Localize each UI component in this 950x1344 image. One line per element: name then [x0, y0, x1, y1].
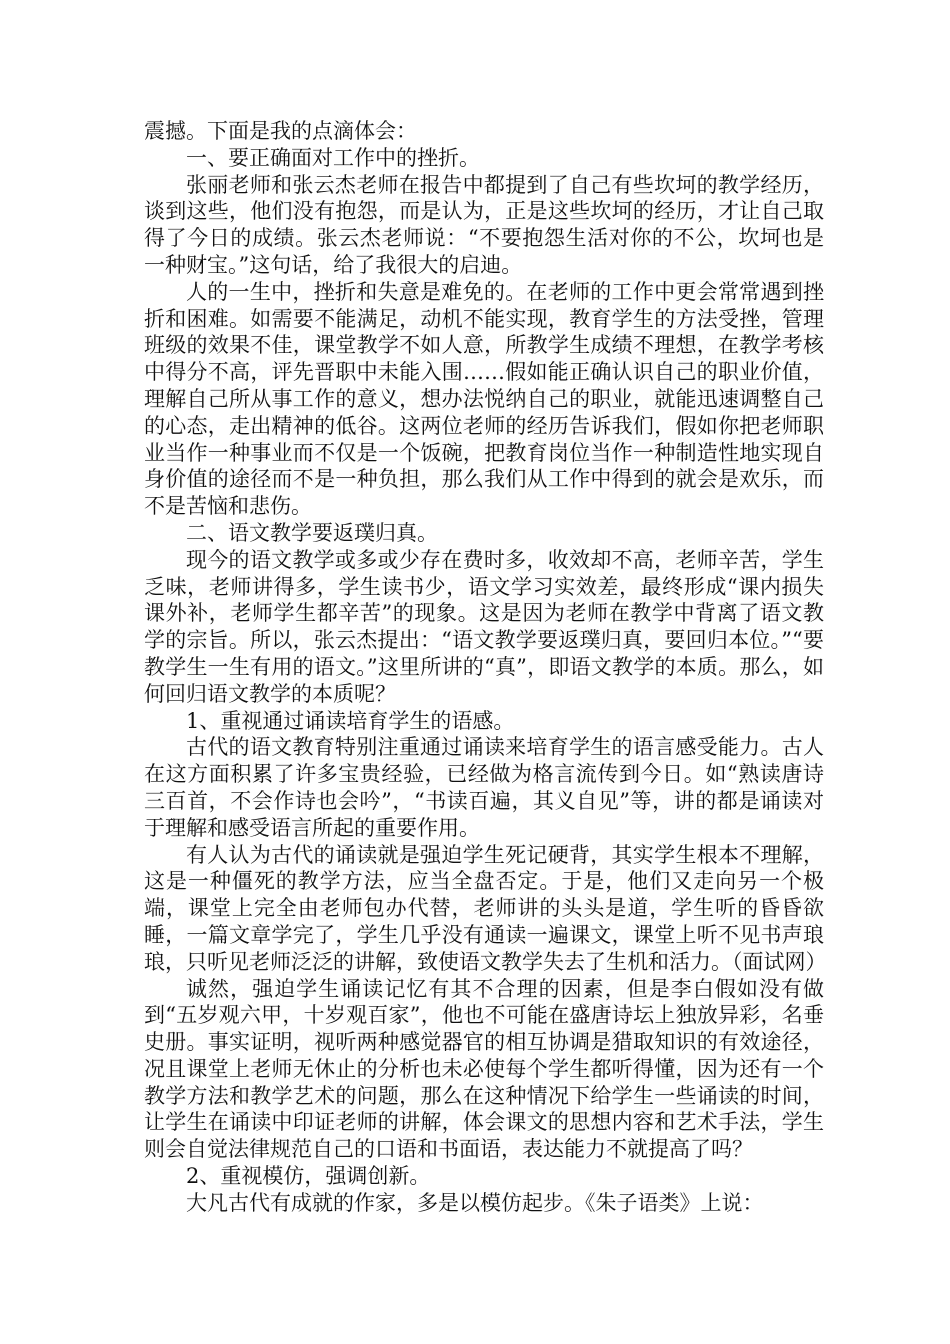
- section-heading: 一、要正确面对工作中的挫折。: [186, 145, 480, 170]
- paragraph: 张丽老师和张云杰老师在报告中都提到了自己有些坎坷的教学经历，谈到这些，他们没有抱怨，而是认为，正是这些坎坷的经历，才让自己取得了今日的成绩。张云杰老师说：“不要抱怨生活对你的不公，坎坷也是一种财宝。”这句话，给了我很大的启迪。: [144, 172, 824, 277]
- subsection-heading: 2、重视模仿，强调创新。: [186, 1164, 431, 1189]
- paragraph: 诚然，强迫学生诵读记忆有其不合理的因素，但是李白假如没有做到“五岁观六甲，十岁观百家”，他也不可能在盛唐诗坛上独放异彩，名垂史册。事实证明，视听两种感觉器官的相互协调是猎取知识的有效途径，况且课堂上老师无休止的分析也未必使每个学生都听得懂，因为还有一个教学方法和教学艺术的问题，那么在这种情况下给学生一些诵读的时间，让学生在诵读中印证老师的讲解，体会课文的思想内容和艺术手法，学生则会自觉法律规范自己的口语和书面语，表达能力不就提高了吗？: [144, 976, 824, 1162]
- section-heading: 二、语文教学要返璞归真。: [186, 520, 438, 545]
- paragraph: 古代的语文教育特别注重通过诵读来培育学生的语言感受能力。古人在这方面积累了许多宝贵经验，已经做为格言流传到今日。如“熟读唐诗三百首，不会作诗也会吟”，“书读百遍，其义自见”等，讲的都是诵读对于理解和感受语言所起的重要作用。: [144, 735, 824, 840]
- paragraph: 震撼。下面是我的点滴体会：: [144, 119, 417, 143]
- paragraph: 大凡古代有成就的作家，多是以模仿起步。《朱子语类》上说：: [186, 1190, 764, 1215]
- paragraph: 人的一生中，挫折和失意是难免的。在老师的工作中更会常常遇到挫折和困难。如需要不能满足，动机不能实现，教育学生的方法受挫，管理班级的效果不佳，课堂教学不如人意，所教学生成绩不理想，在教学考核中得分不高，评先晋职中未能入围……假如能正确认识自己的职业价值，理解自己所从事工作的意义，想办法悦纳自己的职业，就能迅速调整自己的心态，走出精神的低谷。这两位老师的经历告诉我们，假如你把老师职业当作一种事业而不仅是一个饭碗，把教育岗位当作一种制造性地实现自身价值的途径而不是一种负担，那么我们从工作中得到的就会是欢乐，而不是苦恼和悲伤。: [144, 279, 824, 519]
- paragraph: 有人认为古代的诵读就是强迫学生死记硬背，其实学生根本不理解，这是一种僵死的教学方法，应当全盘否定。于是，他们又走向另一个极端，课堂上完全由老师包办代替，老师讲的头头是道，学生听的昏昏欲睡，一篇文章学完了，学生几乎没有通读一遍课文，课堂上听不见书声琅琅，只听见老师泛泛的讲解，致使语文教学失去了生机和活力。（面试网）: [144, 842, 827, 974]
- paragraph: 现今的语文教学或多或少存在费时多，收效却不高，老师辛苦，学生乏味，老师讲得多，学生读书少，语文学习实效差，最终形成“课内损失课外补，老师学生都辛苦”的现象。这是因为老师在教学中背离了语文教学的宗旨。所以，张云杰提出：“语文教学要返璞归真，要回归本位。”“要教学生一生有用的语文。”这里所讲的“真”，即语文教学的本质。那么，如何回归语文教学的本质呢？: [144, 547, 824, 706]
- document-body: [144, 118, 827, 1217]
- subsection-heading: 1、重视通过诵读培育学生的语感。: [186, 708, 515, 733]
